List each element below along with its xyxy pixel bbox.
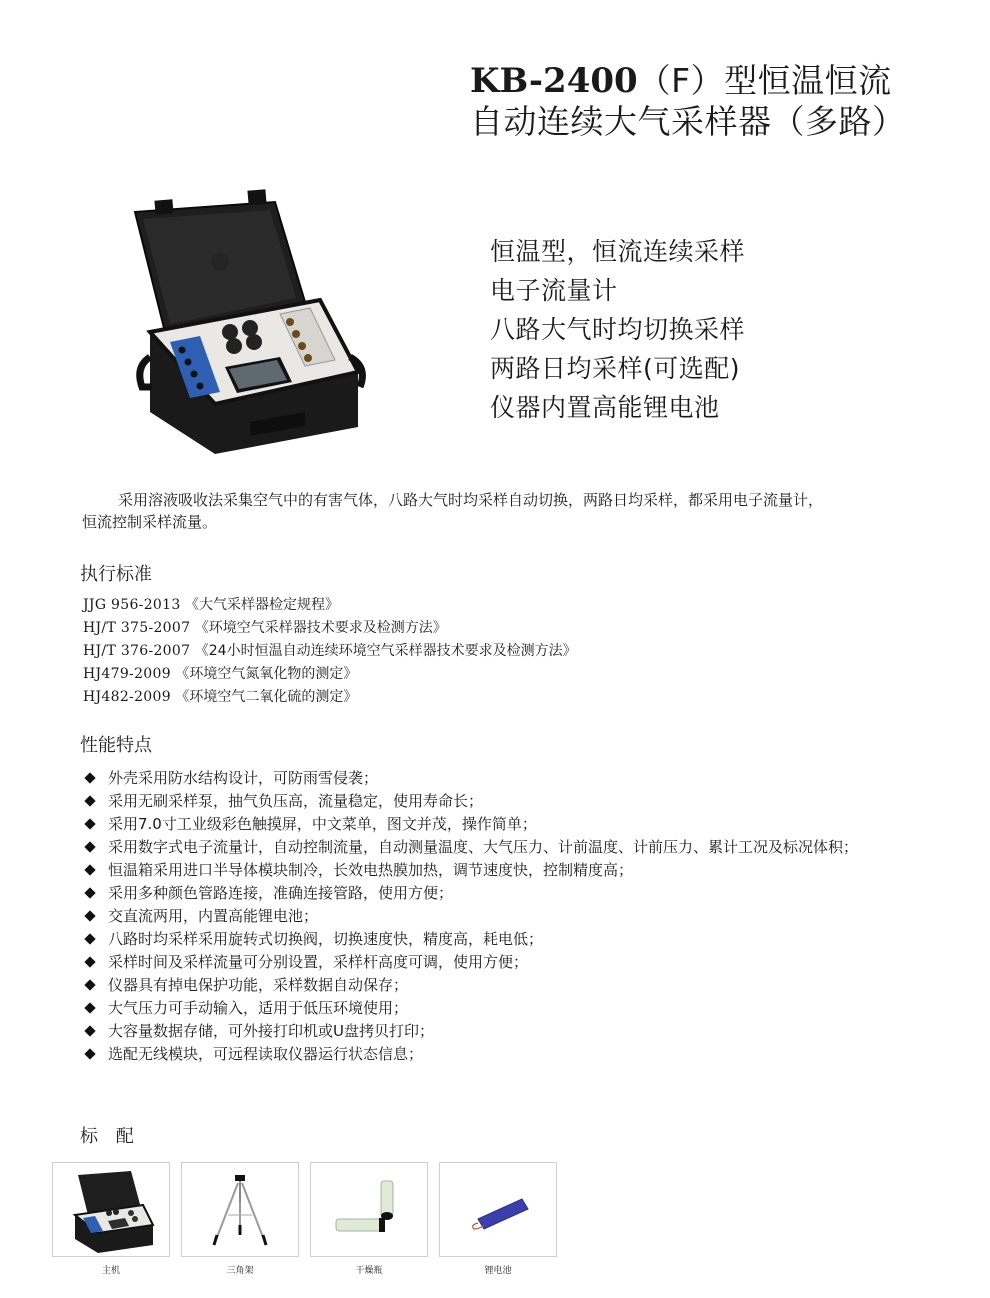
accessory-lithium-battery xyxy=(439,1162,557,1276)
highlight-item: 仪器内置高能锂电池 xyxy=(490,393,720,422)
accessory-main-unit xyxy=(52,1162,170,1276)
diamond-bullet-icon xyxy=(84,795,96,807)
feature-item: 采用无刷采样泵，抽气负压高，流量稳定，使用寿命长； xyxy=(82,790,912,813)
highlight-item: 两路日均采样(可选配) xyxy=(490,354,741,383)
standards-list xyxy=(83,594,577,709)
standard-code: HJ482-2009 xyxy=(83,689,171,705)
title-line-1 xyxy=(470,62,970,100)
accessory-label: 锂电池 xyxy=(484,1266,512,1276)
standard-item xyxy=(83,640,577,663)
standard-name: 《环境空气采样器技术要求及检测方法》 xyxy=(194,620,447,636)
title-line-2: 自动连续大气采样器（多路） xyxy=(470,102,906,141)
hero-product-image xyxy=(120,182,370,457)
diamond-bullet-icon xyxy=(84,1025,96,1037)
drying-bottle-icon xyxy=(311,1163,427,1256)
highlight-item: 恒温型，恒流连续采样 xyxy=(490,237,746,266)
accessory-label: 干燥瓶 xyxy=(355,1266,383,1276)
feature-item: 交直流两用，内置高能锂电池； xyxy=(82,905,912,928)
accessory-label: 三角架 xyxy=(226,1266,254,1276)
accessory-image xyxy=(52,1162,170,1257)
diamond-bullet-icon xyxy=(84,1002,96,1014)
standard-item xyxy=(83,594,577,617)
accessory-drying-bottle xyxy=(310,1162,428,1276)
features-list xyxy=(82,767,912,1066)
diamond-bullet-icon xyxy=(84,979,96,991)
highlights-list xyxy=(490,232,745,427)
feature-item: 八路时均采样采用旋转式切换阀，切换速度快，精度高，耗电低； xyxy=(82,928,912,951)
feature-item: 仪器具有掉电保护功能，采样数据自动保存； xyxy=(82,974,912,997)
standard-code: HJ/T 376-2007 xyxy=(83,643,191,659)
feature-item: 采样时间及采样流量可分别设置，采样杆高度可调，使用方便； xyxy=(82,951,912,974)
standard-item xyxy=(83,617,577,640)
feature-item: 采用多种颜色管路连接，准确连接管路，使用方便； xyxy=(82,882,912,905)
feature-item: 恒温箱采用进口半导体模块制冷，长效电热膜加热，调节速度快，控制精度高； xyxy=(82,859,912,882)
accessory-tripod xyxy=(181,1162,299,1276)
sampler-case-icon xyxy=(120,182,370,457)
diamond-bullet-icon xyxy=(84,818,96,830)
tripod-icon xyxy=(182,1163,298,1256)
standard-name: 《环境空气二氧化硫的测定》 xyxy=(175,689,358,705)
standard-name: 《大气采样器检定规程》 xyxy=(185,597,339,613)
highlight-item: 电子流量计 xyxy=(490,276,618,305)
diamond-bullet-icon xyxy=(84,772,96,784)
accessories-row xyxy=(52,1162,557,1276)
standard-item xyxy=(83,663,577,686)
diamond-bullet-icon xyxy=(84,864,96,876)
accessory-image xyxy=(310,1162,428,1257)
diamond-bullet-icon xyxy=(84,910,96,922)
intro-paragraph xyxy=(82,489,902,533)
lithium-battery-icon xyxy=(440,1163,556,1256)
features-heading: 性能特点 xyxy=(80,735,152,756)
highlight-item: 八路大气时均切换采样 xyxy=(490,315,746,344)
feature-item: 选配无线模块，可远程读取仪器运行状态信息； xyxy=(82,1043,912,1066)
accessories-heading: 标 配 xyxy=(80,1126,140,1147)
accessory-image xyxy=(181,1162,299,1257)
diamond-bullet-icon xyxy=(84,841,96,853)
model-variant: （F） xyxy=(637,61,725,100)
accessory-label: 主机 xyxy=(101,1266,120,1276)
standard-item xyxy=(83,686,577,709)
diamond-bullet-icon xyxy=(84,933,96,945)
diamond-bullet-icon xyxy=(84,1048,96,1060)
feature-item: 大气压力可手动输入，适用于低压环境使用； xyxy=(82,997,912,1020)
diamond-bullet-icon xyxy=(84,956,96,968)
feature-item: 大容量数据存储，可外接打印机或U盘拷贝打印； xyxy=(82,1020,912,1043)
feature-item: 采用数字式电子流量计，自动控制流量，自动测量温度、大气压力、计前温度、计前压力、累计工况及标况体积； xyxy=(82,836,912,859)
feature-item: 外壳采用防水结构设计，可防雨雪侵袭； xyxy=(82,767,912,790)
standard-code: JJG 956-2013 xyxy=(83,597,181,613)
standard-code: HJ479-2009 xyxy=(83,666,171,682)
standards-heading: 执行标准 xyxy=(80,564,152,585)
intro-line-2: 恒流控制采样流量。 xyxy=(82,513,218,531)
model-number: KB-2400 xyxy=(470,61,638,101)
main-unit-icon xyxy=(53,1163,169,1256)
standard-name: 《24小时恒温自动连续环境空气采样器技术要求及检测方法》 xyxy=(194,643,577,659)
title-line-1-rest: 型恒温恒流 xyxy=(724,61,892,100)
standard-code: HJ/T 375-2007 xyxy=(83,620,191,636)
diamond-bullet-icon xyxy=(84,887,96,899)
product-title xyxy=(470,62,970,142)
standard-name: 《环境空气氮氧化物的测定》 xyxy=(175,666,358,682)
accessory-image xyxy=(439,1162,557,1257)
intro-line-1: 采用溶液吸收法采集空气中的有害气体，八路大气时均采样自动切换，两路日均采样，都采用电子流量计， xyxy=(118,491,824,509)
feature-item: 采用7.0寸工业级彩色触摸屏，中文菜单，图文并茂，操作简单； xyxy=(82,813,912,836)
